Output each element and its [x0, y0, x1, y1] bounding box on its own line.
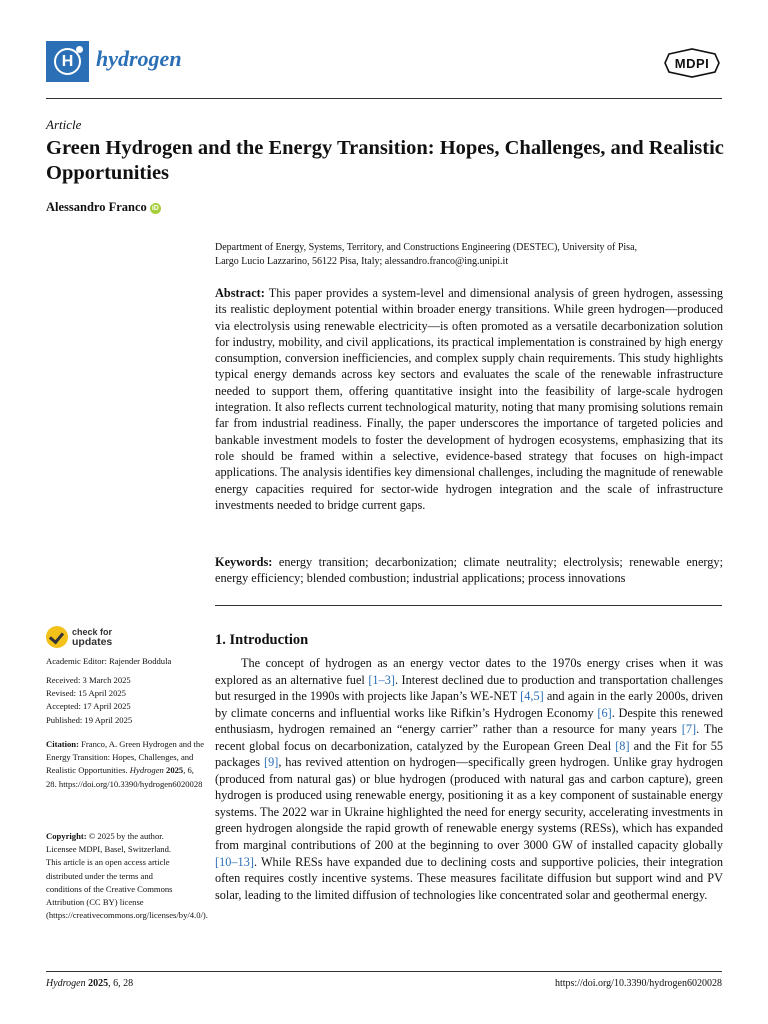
dates — [46, 674, 206, 727]
date-revised: Revised: 15 April 2025 — [46, 688, 126, 699]
author-name: Alessandro Franco — [46, 200, 147, 214]
citation-text: Franco, A. Green Hydrogen and the Energy Transition: Hopes, Challenges, and Realistic Opportunities. — [46, 739, 205, 776]
publisher-logo — [663, 48, 721, 78]
check-updates-line-2: updates — [72, 636, 113, 648]
publisher-name: MDPI — [674, 56, 710, 71]
journal-name: hydrogen — [96, 46, 182, 71]
article-type: Article — [46, 117, 82, 132]
header-rule — [46, 98, 722, 99]
keywords-label: Keywords: — [215, 555, 273, 569]
orcid-icon[interactable]: iD — [151, 205, 159, 212]
introduction-paragraph: The concept of hydrogen as an energy vector dates to the 1970s energy crises when it was explored as an alternative fuel [1–3]. Interest declined due to production and transportation challenges but resurged in the 1990s with projects like Japan’s WE-NET [4,5] and again in the early 2000s, driven by climate concerns and influential works like Rifkin’s Hydrogen Economy [6]. Despite this renewed enthusiasm, hydrogen remained an “energy carrier” rather than a resource for many years [7]. The recent global focus on decarbonization, catalyzed by the European Green Deal [8] and the Fit for 55 packages [9], has revived attention on hydrogen—specifically green hydrogen. Unlike gray hydrogen (produced from natural gas) or blue hydrogen (produced with natural gas and carbon capture), green hydrogen is produced using renewable energy, positioning it as a key component of sustainable energy systems. The 2022 war in Ukraine highlighted the need for energy security, accelerating investments in green hydrogen alongside the rapid growth of renewable energy systems (RESs), which has expanded from marginal contributions of 200 at the beginning to over 3000 GW of installed capacity globally [10–13]. While RESs have expanded due to declining costs and supportive policies, their integration often requires costly incentive systems. These measures facilitate diffusion but support wind and PV solar, leading to the limited diffusion of technologies like concentrated solar and geothermal energy. — [215, 656, 724, 902]
citation-volume: , 6, 28. https://doi.org/10.3390/hydrogen6020028 — [46, 765, 203, 789]
affiliation — [215, 241, 725, 269]
copyright — [46, 830, 208, 922]
citation-link[interactable]: [4,5] — [520, 689, 544, 704]
check-updates-icon — [46, 626, 68, 648]
copyright-text: © 2025 by the author. Licensee MDPI, Basel, Switzerland. This article is an open access article distributed under the terms and conditions of the Creative Commons Attribution (CC BY) license (https://creativecommons.org/licenses/by/4.0/). — [46, 831, 208, 921]
citation-journal: Hydrogen — [129, 765, 164, 776]
citation-year: 2025 — [166, 765, 184, 776]
citation — [46, 738, 204, 791]
date-received: Received: 3 March 2025 — [46, 675, 131, 685]
citation-link[interactable]: [10–13] — [215, 854, 254, 869]
citation-label: Citation: — [46, 739, 79, 749]
citation-link[interactable]: [1–3] — [368, 672, 395, 687]
abstract-rule — [215, 605, 722, 606]
abstract-text: This paper provides a system-level and dimensional analysis of green hydrogen, assessing its realistic deployment potential within broader energy transitions. While green hydrogen—produced via electrolysis using renewable electricity—is often promoted as a versatile decarbonization solution for industry, mobility, and civil applications, its practical implementation is constrained by high energy consumption, conversion inefficiencies, and complex supply chain requirements. This study highlights typical energy demands across key sectors and evaluates the scale of the renewable infrastructure needed to support them, offering quantitative insight into the feasibility of large-scale hydrogen integration. It also reflects current technological maturity, noting that many promising solutions remain far from industrial readiness. Finally, the paper underscores the importance of targeted policies and bankable investment models to foster the development of hydrogen ecosystems, emphasizing that its role should be framed within a selective, evidence-based strategy that focuses on high-impact applications. The analysis identifies key dimensional challenges, including the magnitude of renewable energy capacities required for sector-wide hydrogen integration and the scale of infrastructure investments needed to bridge current gaps. — [215, 286, 723, 512]
footer-doi-link[interactable]: https://doi.org/10.3390/hydrogen6020028 — [554, 978, 722, 989]
keywords-text: energy transition; decarbonization; climate neutrality; electrolysis; renewable energy; energy efficiency; blended combustion; industrial applications; process innovations — [215, 555, 723, 586]
abstract-label: Abstract: — [215, 286, 265, 300]
keywords — [215, 554, 723, 587]
citation-link[interactable]: [9] — [263, 755, 279, 770]
section-heading: 1. Introduction — [215, 632, 309, 648]
affiliation-line-1: Department of Energy, Systems, Territory, and Constructions Engineering (DESTEC), University of Pisa, — [215, 242, 638, 253]
check-for-updates[interactable] — [46, 626, 126, 652]
citation-link[interactable]: [7] — [681, 722, 697, 737]
footer-citation: Hydrogen 2025, 6, 28 — [46, 978, 134, 989]
academic-editor: Academic Editor: Rajender Boddula — [46, 656, 172, 666]
citation-link[interactable]: [6] — [597, 705, 612, 720]
footer-rule — [46, 971, 722, 972]
author — [46, 200, 161, 215]
abstract — [215, 285, 723, 513]
citation-link[interactable]: [8] — [615, 738, 630, 753]
copyright-label: Copyright: — [46, 831, 87, 841]
journal-logo — [46, 41, 89, 82]
affiliation-line-2: Largo Lucio Lazzarino, 56122 Pisa, Italy; alessandro.franco@ing.unipi.it — [215, 256, 509, 267]
date-published: Published: 19 April 2025 — [46, 714, 133, 725]
date-accepted: Accepted: 17 April 2025 — [46, 701, 131, 712]
check-updates-line-1: check for — [72, 627, 113, 637]
hydrogen-logo-icon: H — [54, 48, 81, 75]
article-title: Green Hydrogen and the Energy Transition: Hopes, Challenges, and Realistic Opportunities — [46, 137, 724, 184]
